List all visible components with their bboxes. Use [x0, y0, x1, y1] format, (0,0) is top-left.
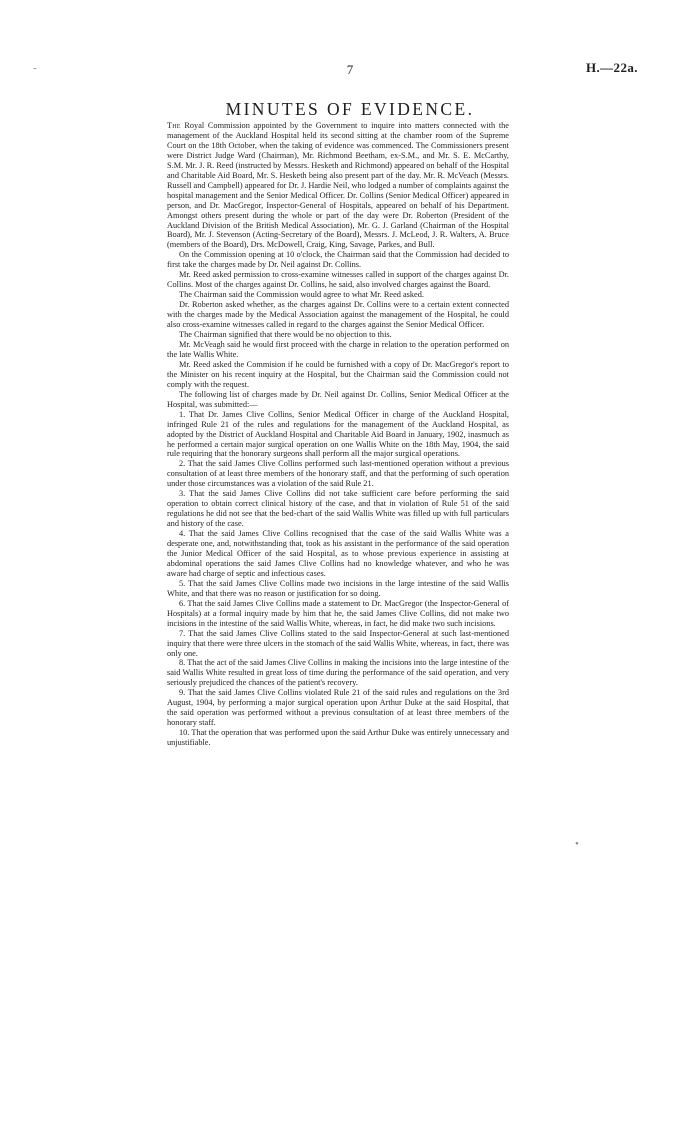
charge-4: 4. That the said James Clive Collins recognised that the case of the said Wallis White was a desperate one, and, notwithstanding that, took as his assistant in the performance of the said operation the Junior Medical Officer of the said Hospital, as to whose previous experience in assisting at abdominal operations the said James Clive Collins had no knowledge whatever, and who he was aware had charge of septic and infectious cases. [167, 529, 509, 578]
document-reference: H.—22a. [586, 60, 638, 75]
page-number: 7 [346, 62, 354, 77]
paragraph-3: The Chairman said the Commission would agree to what Mr. Reed asked. [179, 290, 424, 300]
charge-6: 6. That the said James Clive Collins made a statement to Dr. MacGregor (the Inspector-General of Hospitals) at a formal inquiry made by him that he, the said James Clive Collins, did not make two incisions in the intestine of the said Wallis White, whereas, in fact, he did make two such incisions. [167, 598, 509, 628]
charge-9: 9. That the said James Clive Collins violated Rule 21 of the said rules and regulations on the 3rd August, 1904, by performing a major surgical operation upon Arthur Duke at the said Hospital, that the said operation was performed without a previous consultation of at least three members of the honorary staff. [167, 688, 509, 728]
charge-2: 2. That the said James Clive Collins performed such last-mentioned operation without a previous consultation of at least three members of the honorary staff, and that the performing of such operation under those circumstances was a violation of the said Rule 21. [167, 459, 509, 489]
paragraph-1: On the Commission opening at 10 o'clock, the Chairman said that the Commission had decided to first take the charges made by Dr. Neil against Dr. Collins. [167, 250, 509, 270]
lead-word: The [167, 121, 181, 130]
margin-mark-left: - [33, 62, 37, 74]
margin-mark-right: • [575, 838, 579, 850]
document-body [167, 121, 509, 748]
paragraph-6: Mr. McVeagh said he would first proceed with the charge in relation to the operation performed on the late Wallis White. [167, 339, 509, 359]
paragraph-4: Dr. Roberton asked whether, as the charges against Dr. Collins were to a certain extent connected with the charges made by the Medical Association against the management of the Hospital, he could also cross-examine witnesses called in regard to the charges against the Senior Medical Officer. [167, 300, 509, 330]
charge-10: 10. That the operation that was performed upon the said Arthur Duke was entirely unnecessary and unjustifiable. [167, 728, 509, 748]
paragraph-0 [167, 121, 509, 250]
charge-5: 5. That the said James Clive Collins made two incisions in the large intestine of the said Wallis White, and that there was no reason or justification for so doing. [167, 578, 509, 598]
page-title: MINUTES OF EVIDENCE. [225, 99, 475, 119]
paragraph-5: The Chairman signified that there would be no objection to this. [179, 330, 392, 340]
charge-7: 7. That the said James Clive Collins stated to the said Inspector-General at such last-mentioned inquiry that there were three ulcers in the stomach of the said Wallis White, whereas, in fact, there was only one. [167, 628, 509, 658]
charge-1: 1. That Dr. James Clive Collins, Senior Medical Officer in charge of the Auckland Hospital, infringed Rule 21 of the rules and regulations for the management of the Auckland Hospital, as adopted by the District of Auckland Hospital and Charitable Aid Board in January, 1902, inasmuch as he performed a certain major surgical operation on one Wallis White on the 18th May, 1904, the said rule requiring that the honorary surgeons shall perform all the major surgical operations. [167, 409, 509, 459]
paragraph-2: Mr. Reed asked permission to cross-examine witnesses called in support of the charges against Dr. Collins. Most of the charges against Dr. Collins, he said, also involved charges against the Board. [167, 270, 509, 290]
charge-3: 3. That the said James Clive Collins did not take sufficient care before performing the said operation to obtain correct clinical history of the case, and that in violation of Rule 51 of the said regulations he did not see that the bed-chart of the said Wallis White was filled up with full particulars and history of the case. [167, 489, 509, 529]
charge-8: 8. That the act of the said James Clive Collins in making the incisions into the large intestine of the said Wallis White resulted in great loss of time during the performance of the said operation, and very seriously prejudiced the chances of the patient's recovery. [167, 658, 509, 688]
paragraph-8: The following list of charges made by Dr. Neil against Dr. Collins, Senior Medical Officer at the Hospital, was submitted:— [167, 389, 509, 409]
paragraph-7: Mr. Reed asked the Commision if he could be furnished with a copy of Dr. MacGregor's report to the Minister on his recent inquiry at the Hospital, but the Chairman said the Commission could not comply with the request. [167, 359, 509, 389]
paragraph-0-text: Royal Commission appointed by the Government to inquire into matters connected with the management of the Auckland Hospital held its second sitting at the chamber room of the Supreme Court on the 18th October, when the taking of evidence was commenced. The Commissioners present were District Judge Ward (Chairman), Mr. Richmond Beetham, ex-S.M., and Mr. S. E. McCarthy, S.M. Mr. J. R. Reed (instructed by Messrs. Hesketh and Richmond) appeared on behalf of the Hospital and Charitable Aid Board, Mr. S. Hesketh being also present part of the day. Mr. R. McVeach (Messrs. Russell and Campbell) appeared for Dr. J. Hardie Neil, who lodged a number of complaints against the hospital management and the Senior Medical Officer. Dr. Collins (Senior Medical Officer) appeared in person, and Dr. MacGregor, Inspector-General of Hospitals, appeared on behalf of his Department. Amongst others present during the whole or part of the day were Dr. Roberton (President of the Auckland Division of the British Medical Association), Mr. G. J. Garland (Chairman of the Hospital Board), Mr. J. Stevenson (Acting-Secretary of the Board), Messrs. J. McLeod, J. R. Walters, A. Bruce (members of the Board), Drs. McDowell, Craig, King, Savage, Parkes, and Bull. [167, 121, 509, 250]
